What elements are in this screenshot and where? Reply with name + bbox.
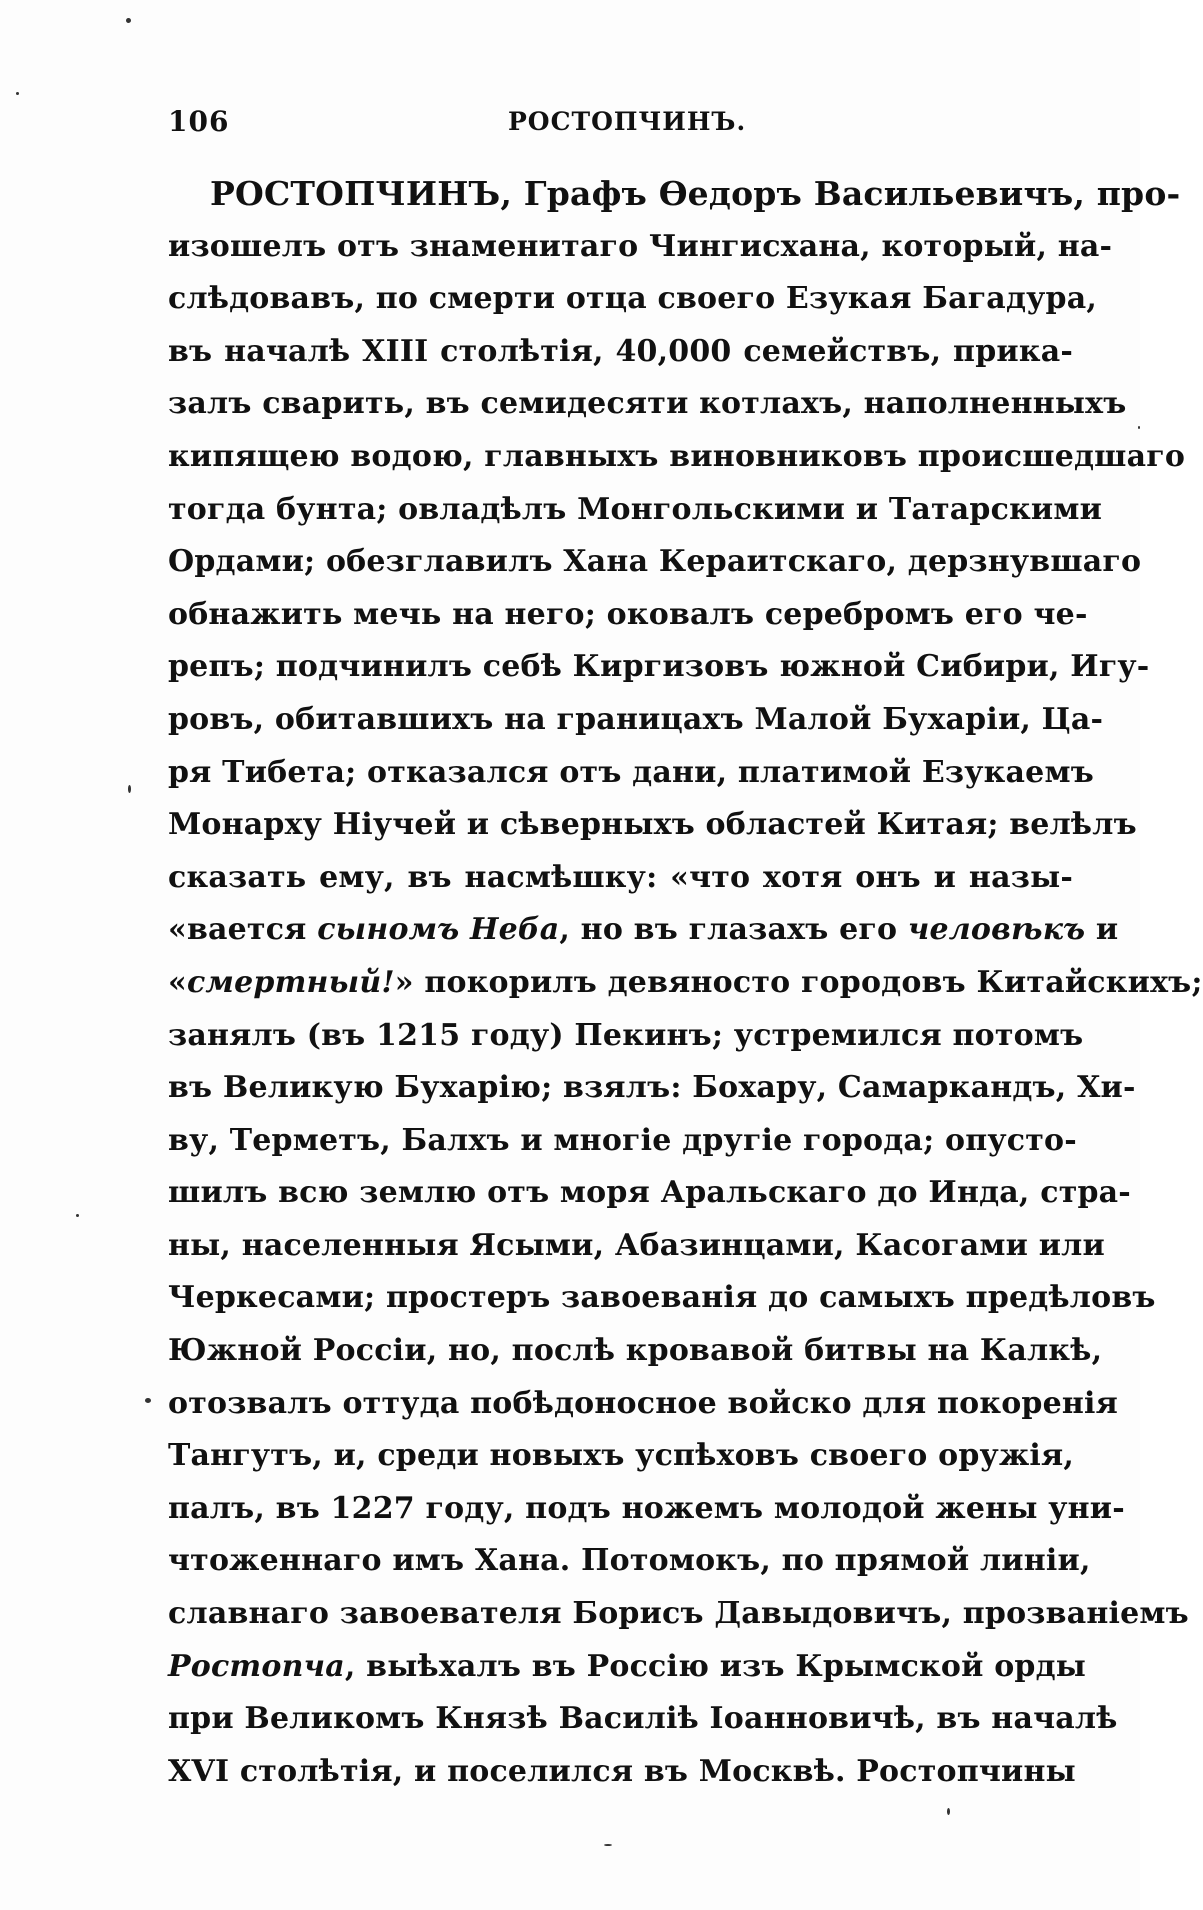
text-line [168,484,1103,537]
text-segment: » покорилъ девяносто городовъ Китайскихъ; [394,964,1203,1000]
text-line [168,1010,1084,1063]
italic-text: смертный! [186,964,395,1000]
text-segment: слѣдовавъ, по смерти отца своего Езукая Багадура, [168,281,1098,317]
text-line [168,1220,1105,1273]
text-segment: « [168,964,187,1000]
text-segment: тогда бунта; овладѣлъ Монгольскими и Татарскими [168,491,1103,527]
text-segment: чтоженнаго имъ Хана. Потомокъ, по прямой линіи, [168,1543,1091,1579]
text-segment: въ Великую Бухарію; взялъ: Бохару, Самаркандъ, Хи- [168,1070,1136,1106]
text-segment: сказать ему, въ насмѣшку: «что хотя онъ и назы- [168,859,1073,895]
text-segment: Монарху Ніучей и сѣверныхъ областей Китая; велѣлъ [168,807,1137,843]
text-segment: изошелъ отъ знаменитаго Чингисхана, который, на- [168,228,1113,264]
scan-speck [947,1808,950,1815]
page-number: 106 [168,105,230,138]
scan-speck [1138,426,1140,429]
text-line [168,1167,1131,1220]
text-segment: Ордами; обезглавилъ Хана Кераитскаго, дерзнувшаго [168,544,1142,580]
text-line [168,378,1127,431]
italic-text: сыномъ Неба [317,912,560,948]
text-segment: обнажить мечь на него; оковалъ серебромъ его че- [168,596,1088,632]
scan-speck [128,785,131,793]
text-line [168,904,1119,957]
text-segment: РОСТОПЧИНЪ, Графъ Өедоръ Васильевичъ, про- [210,174,1181,213]
text-segment: Тангутъ, и, среди новыхъ успѣховъ своего оружія, [168,1438,1075,1474]
text-line [168,589,1088,642]
text-segment: Черкесами; простеръ завоеванія до самыхъ предѣловъ [168,1280,1156,1316]
text-segment: репъ; подчинилъ себѣ Киргизовъ южной Сибири, Игу- [168,649,1150,685]
text-segment: , выѣхалъ въ Россію изъ Крымской орды [344,1648,1087,1684]
text-line [168,273,1098,326]
text-line [168,1325,1103,1378]
text-segment: XVI столѣтія, и поселился въ Москвѣ. Ростопчины [168,1753,1076,1789]
text-segment: славнаго завоевателя Борисъ Давыдовичъ, прозваніемъ [168,1596,1189,1632]
text-line [168,694,1104,747]
scan-speck [76,1214,79,1217]
text-line [168,431,1186,484]
scan-speck [604,1844,612,1846]
text-segment: «вается [168,912,318,948]
text-segment: ны, населенныя Ясыми, Абазинцами, Касогами или [168,1227,1105,1263]
text-segment: въ началѣ XIII столѣтія, 40,000 семействъ, прика- [168,333,1073,369]
text-segment: кипящею водою, главныхъ виновниковъ происшедшаго [168,438,1186,474]
text-line [168,1115,1077,1168]
text-line [168,747,1094,800]
text-line [168,641,1150,694]
text-line [168,536,1142,589]
text-line [168,221,1113,274]
text-line [168,1535,1091,1588]
italic-text: человѣкъ [907,912,1086,948]
text-line [168,799,1137,852]
text-line [168,326,1073,379]
text-line [168,1483,1125,1536]
text-line [168,852,1073,905]
text-segment: палъ, въ 1227 году, подъ ножемъ молодой жены уни- [168,1490,1125,1526]
text-line [168,1062,1136,1115]
text-segment: и [1085,912,1119,948]
text-segment: при Великомъ Князѣ Василіѣ Іоанновичѣ, въ началѣ [168,1701,1118,1737]
body-paragraph [168,168,1203,1798]
scan-speck [16,92,19,95]
text-line [168,1378,1118,1431]
text-segment: занялъ (въ 1215 году) Пекинъ; устремился потомъ [168,1017,1084,1053]
text-segment: ву, Терметъ, Балхъ и многіе другіе города; опусто- [168,1122,1077,1158]
scan-speck [126,18,131,23]
text-segment: шилъ всю землю отъ моря Аральскаго до Инда, стра- [168,1175,1131,1211]
text-segment: отозвалъ оттуда побѣдоносное войско для покоренія [168,1385,1118,1421]
text-line [168,1693,1118,1746]
text-segment: залъ сварить, въ семидесяти котлахъ, наполненныхъ [168,386,1127,422]
text-segment: ровъ, обитавшихъ на границахъ Малой Бухаріи, Ца- [168,701,1104,737]
running-head: РОСТОПЧИНЪ. [508,107,747,136]
text-segment: , но въ глазахъ его [559,912,908,948]
text-line [168,168,1181,221]
text-line [168,1272,1156,1325]
text-line [168,1588,1189,1641]
text-line [168,1430,1073,1483]
text-line [168,1641,1087,1694]
text-line [168,957,1203,1010]
text-line [168,1746,1076,1799]
italic-text: Ростопча [168,1648,345,1684]
scan-speck [145,1398,151,1403]
text-segment: ря Тибета; отказался отъ дани, платимой Езукаемъ [168,754,1094,790]
page-header [168,105,1073,145]
text-segment: Южной Россіи, но, послѣ кровавой битвы на Калкѣ, [168,1333,1103,1369]
